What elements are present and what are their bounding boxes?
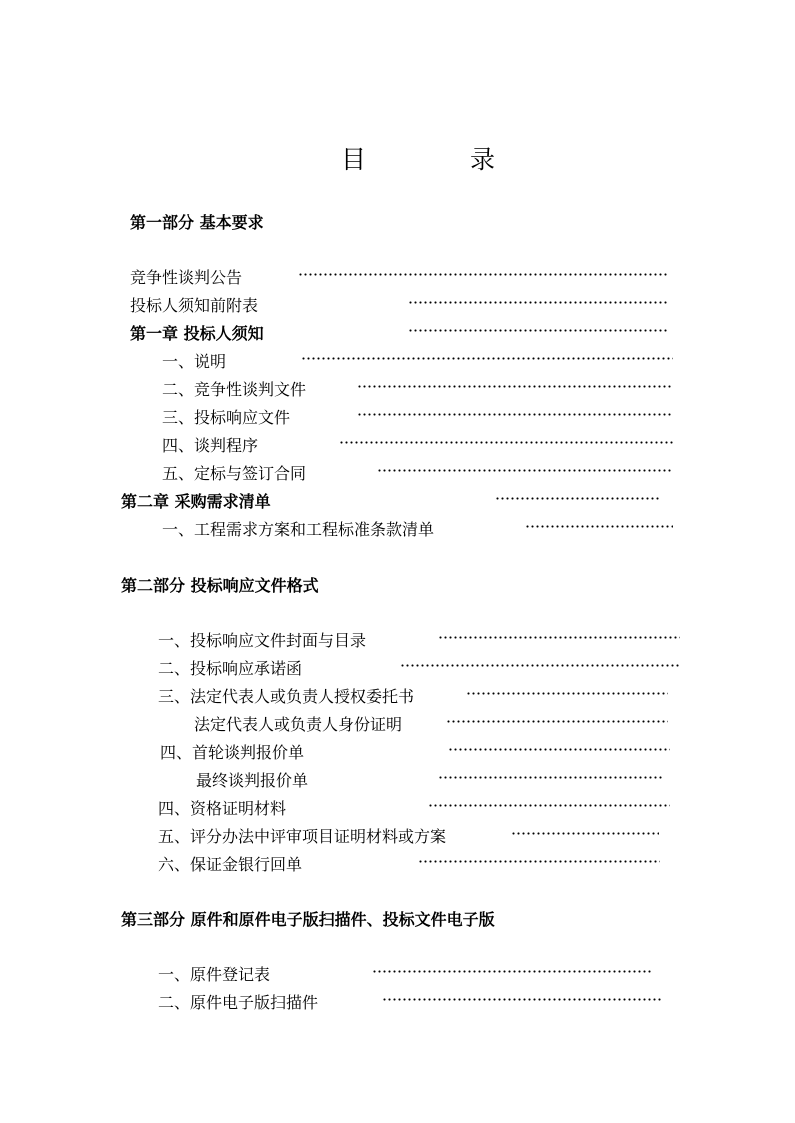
toc-entry-label: 法定代表人或负责人身份证明 (194, 715, 403, 734)
dot-leader (428, 804, 670, 807)
toc-entry[interactable] (0, 296, 795, 318)
toc-entry-label: 一、工程需求方案和工程标准条款清单 (162, 520, 435, 539)
toc-entry-label: 二、投标响应承诺函 (158, 659, 303, 678)
dot-leader (408, 301, 668, 304)
toc-entry-label: 投标人须知前附表 (130, 296, 259, 315)
toc-entry-label: 五、定标与签订合同 (162, 464, 307, 483)
toc-entry-label: 二、竞争性谈判文件 (162, 380, 307, 399)
dot-leader (495, 497, 661, 500)
toc-entry-label: 五、评分办法中评审项目证明材料或方案 (158, 827, 447, 846)
toc-entry[interactable] (0, 743, 795, 765)
toc-title-char-1: 目 (341, 145, 367, 174)
part3-heading: 第三部分 原件和原件电子版扫描件、投标文件电子版 (121, 910, 495, 929)
toc-entry[interactable] (0, 268, 795, 290)
toc-entry-label: 第二章 采购需求清单 (121, 492, 271, 511)
toc-entry-label: 一、投标响应文件封面与目录 (158, 631, 367, 650)
part2-heading: 第二部分 投标响应文件格式 (121, 576, 319, 595)
dot-leader (418, 860, 660, 863)
toc-entry[interactable] (0, 771, 795, 793)
toc-entry-label: 三、投标响应文件 (162, 408, 291, 427)
toc-entry[interactable] (0, 827, 795, 849)
toc-entry[interactable] (0, 436, 795, 458)
dot-leader (438, 636, 680, 639)
dot-leader (382, 998, 662, 1001)
toc-entry-label: 二、原件电子版扫描件 (158, 993, 319, 1012)
toc-entry-label: 一、说明 (162, 352, 227, 371)
toc-title-char-2: 录 (470, 145, 496, 174)
toc-entry[interactable] (0, 965, 795, 987)
dot-leader (339, 441, 673, 444)
toc-entry[interactable] (0, 380, 795, 402)
toc-entry[interactable] (0, 855, 795, 877)
toc-entry[interactable] (0, 520, 795, 542)
toc-entry-label: 最终谈判报价单 (196, 771, 309, 790)
toc-entry-label: 四、资格证明材料 (158, 799, 287, 818)
dot-leader (511, 832, 659, 835)
toc-entry-label: 三、法定代表人或负责人授权委托书 (158, 687, 415, 706)
toc-entry-label: 四、首轮谈判报价单 (160, 743, 305, 762)
toc-entry-label: 一、原件登记表 (158, 965, 271, 984)
toc-entry[interactable] (0, 659, 795, 681)
toc-entry-label: 四、谈判程序 (162, 436, 259, 455)
toc-entry[interactable] (0, 492, 795, 514)
dot-leader (377, 469, 673, 472)
toc-entry[interactable] (0, 464, 795, 486)
dot-leader (298, 273, 668, 276)
toc-entry[interactable] (0, 408, 795, 430)
toc-entry[interactable] (0, 631, 795, 653)
dot-leader (372, 970, 652, 973)
dot-leader (408, 329, 668, 332)
toc-entry[interactable] (0, 715, 795, 737)
toc-entry[interactable] (0, 687, 795, 709)
toc-entry-label: 竞争性谈判公告 (130, 268, 243, 287)
toc-entry[interactable] (0, 993, 795, 1015)
toc-entry[interactable] (0, 352, 795, 374)
dot-leader (438, 776, 662, 779)
dot-leader (357, 385, 673, 388)
dot-leader (466, 692, 668, 695)
dot-leader (301, 357, 673, 360)
dot-leader (357, 413, 673, 416)
dot-leader (446, 720, 668, 723)
toc-entry-label: 六、保证金银行回单 (158, 855, 303, 874)
toc-entry[interactable] (0, 799, 795, 821)
dot-leader (400, 664, 680, 667)
toc-entry-label: 第一章 投标人须知 (130, 324, 264, 343)
toc-title (0, 145, 795, 177)
dot-leader (448, 748, 670, 751)
part1-heading: 第一部分 基本要求 (130, 213, 264, 232)
dot-leader (525, 525, 673, 528)
toc-entry[interactable] (0, 324, 795, 346)
